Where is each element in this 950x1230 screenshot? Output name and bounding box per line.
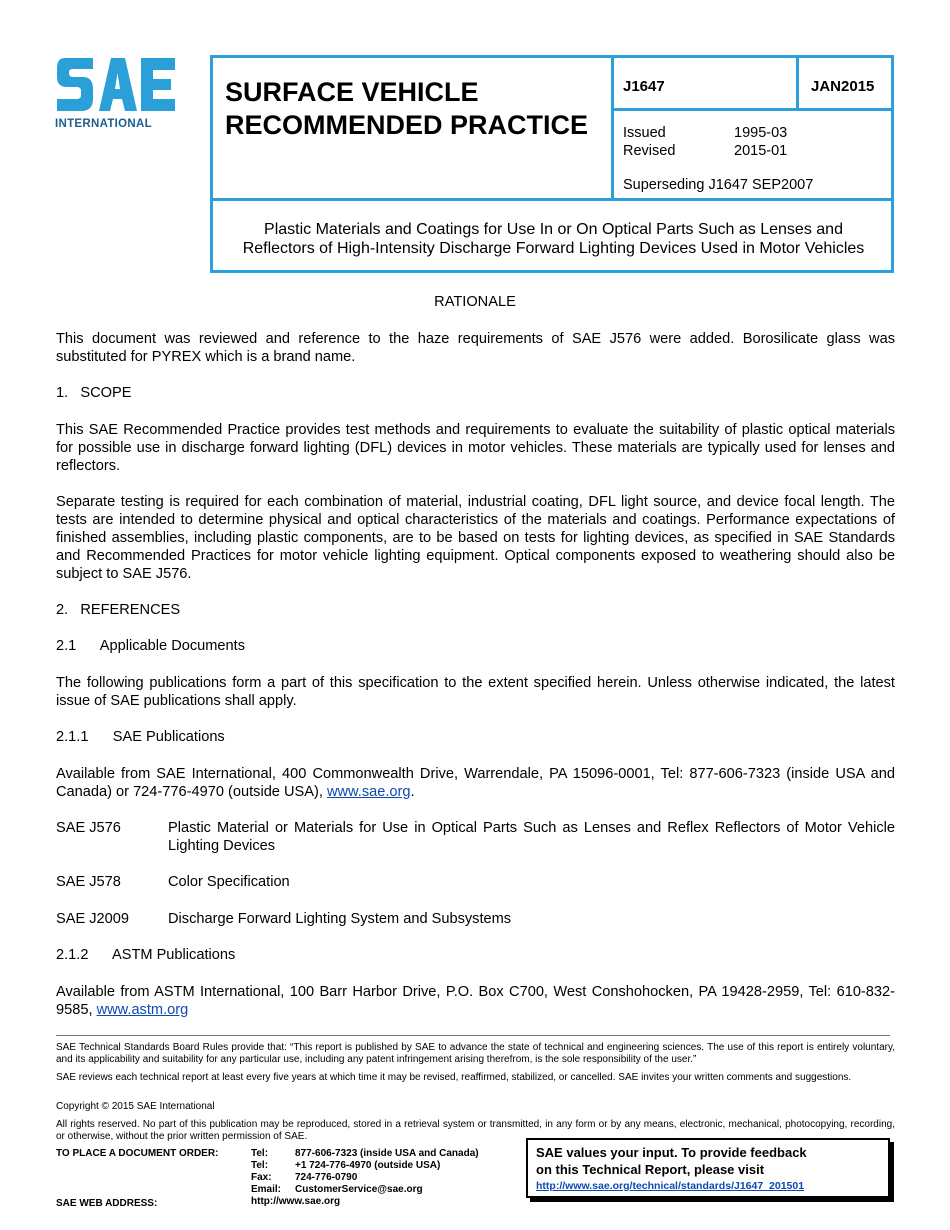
- reference-title: Color Specification: [168, 874, 290, 890]
- contact-row: [251, 1160, 521, 1172]
- astm-publications-text: [56, 983, 895, 1019]
- issued-value: 1995-03: [734, 125, 788, 141]
- footnote-copyright: Copyright © 2015 SAE International: [56, 1101, 215, 1112]
- applicable-docs-heading: 2.1 Applicable Documents: [56, 638, 246, 654]
- logo-subtext: INTERNATIONAL: [55, 118, 152, 130]
- web-address: http://www.sae.org: [251, 1196, 341, 1207]
- contact-row: [251, 1172, 521, 1184]
- astm-website-link[interactable]: www.astm.org: [96, 1002, 189, 1018]
- document-number: J1647: [623, 78, 665, 95]
- scope-paragraph-1: This SAE Recommended Practice provides test methods and requirements to evaluate the suitability of plastic optical materials for possible use in discharge forward lighting (DFL) devices in motor vehicles. These materials are typically used for lenses and reflectors.: [56, 422, 895, 474]
- document-type-line: SURFACE VEHICLE: [225, 77, 479, 107]
- rationale-heading: RATIONALE: [434, 294, 516, 310]
- references-heading: 2. REFERENCES: [56, 602, 181, 618]
- document-header: [210, 55, 894, 273]
- contact-label: Fax:: [251, 1172, 272, 1183]
- footnote-rules: SAE Technical Standards Board Rules provide that: “This report is published by SAE to advance the state of technical and engineering sciences. The use of this report is entirely voluntary, and its applicability and suitability for any particular use, including any patent infringement arising therefrom, is the sole responsibility of the user.”: [56, 1042, 895, 1065]
- scope-paragraph-2: Separate testing is required for each combination of material, industrial coating, DFL light source, and device focal length. The tests are intended to determine physical and optical characteristics of the materials and coatings. Performance expectations of finished assemblies, including plastic components, are to be based on tests for lighting devices, as specified in SAE Standards and Recommended Practices for motor vehicle lighting equipment. Optical components exposed to weathering should also be subject to SAE J576.: [56, 494, 895, 582]
- document-title-line: Plastic Materials and Coatings for Use In or On Optical Parts Such as Lenses and: [264, 221, 843, 238]
- applicable-docs-text: The following publications form a part of this specification to the extent specified herein. Unless otherwise indicated, the latest issue of SAE publications shall apply.: [56, 675, 895, 709]
- header-divider: [213, 198, 894, 201]
- contact-value: 877-606-7323 (inside USA and Canada): [295, 1148, 479, 1159]
- contact-row: [251, 1148, 521, 1160]
- document-date: JAN2015: [811, 78, 875, 95]
- contact-value: +1 724-776-4970 (outside USA): [295, 1160, 441, 1171]
- header-divider: [796, 58, 799, 110]
- reference-title: Plastic Material or Materials for Use in Optical Parts Such as Lenses and Reflex Reflectors of Motor Vehicle Lighting Devices: [168, 820, 895, 854]
- document-title: [213, 220, 894, 258]
- feedback-line: SAE values your input. To provide feedback: [536, 1145, 807, 1160]
- contact-value: 724-776-0790: [295, 1172, 358, 1183]
- sae-logo: [55, 55, 180, 135]
- scope-heading: 1. SCOPE: [56, 385, 132, 401]
- reference-code: SAE J576: [56, 820, 121, 836]
- superseding-info: Superseding J1647 SEP2007: [623, 177, 814, 193]
- footnote-review: SAE reviews each technical report at least every five years at which time it may be revised, reaffirmed, stabilized, or cancelled. SAE invites your written comments and suggestions.: [56, 1072, 852, 1083]
- footnote-rights: All rights reserved. No part of this publication may be reproduced, stored in a retrieval system or transmitted, in any form or by any means, electronic, mechanical, photocopying, recording, or otherwise, without the prior written permission of SAE.: [56, 1119, 895, 1142]
- document-type: [225, 76, 588, 142]
- contact-label: Tel:: [251, 1160, 269, 1171]
- revised-label: Revised: [623, 143, 676, 159]
- contact-label: Tel:: [251, 1148, 269, 1159]
- feedback-box: [526, 1138, 890, 1198]
- sae-publications-body: Available from SAE International, 400 Commonwealth Drive, Warrendale, PA 15096-0001, Tel: 877-606-7323 (inside USA and Canada) or 724-776-4970 (outside USA),: [56, 766, 895, 800]
- footer-rule: [56, 1035, 890, 1036]
- reference-code: SAE J2009: [56, 911, 130, 927]
- document-type-line: RECOMMENDED PRACTICE: [225, 110, 589, 140]
- contact-value: CustomerService@sae.org: [295, 1184, 423, 1195]
- web-address-label: SAE WEB ADDRESS:: [56, 1198, 158, 1209]
- astm-publications-body: Available from ASTM International, 100 Barr Harbor Drive, P.O. Box C700, West Conshohocken, PA 19428-2959, Tel: 610-832-9585,: [56, 984, 895, 1018]
- issue-info: [623, 124, 873, 160]
- revised-value: 2015-01: [734, 143, 788, 159]
- feedback-line: on this Technical Report, please visit: [536, 1162, 765, 1177]
- astm-publications-heading: 2.1.2 ASTM Publications: [56, 947, 236, 963]
- feedback-link[interactable]: http://www.sae.org/technical/standards/J1647_201501: [536, 1180, 805, 1192]
- order-label: TO PLACE A DOCUMENT ORDER:: [56, 1148, 219, 1159]
- sae-website-link[interactable]: www.sae.org: [326, 784, 411, 800]
- contact-label: Email:: [251, 1184, 282, 1195]
- header-divider: [611, 58, 614, 200]
- document-title-line: Reflectors of High-Intensity Discharge Forward Lighting Devices Used in Motor Vehicles: [242, 240, 865, 257]
- sae-publications-text: Available from SAE International, 400 Commonwealth Drive, Warrendale, PA 15096-0001, Tel: 877-606-7323 (inside USA and Canada) or 724-776-4970 (outside USA), www.sae.org.: [56, 766, 895, 800]
- reference-title: Discharge Forward Lighting System and Subsystems: [168, 911, 512, 927]
- header-divider: [611, 108, 894, 111]
- rationale-text: This document was reviewed and reference to the haze requirements of SAE J576 were added. Borosilicate glass was substituted for PYREX which is a brand name.: [56, 331, 895, 365]
- feedback-text: [536, 1144, 807, 1178]
- reference-code: SAE J578: [56, 874, 121, 890]
- contact-row: [251, 1184, 521, 1196]
- sae-publications-heading: 2.1.1 SAE Publications: [56, 729, 225, 745]
- contact-list: [251, 1148, 521, 1208]
- issued-label: Issued: [623, 125, 666, 141]
